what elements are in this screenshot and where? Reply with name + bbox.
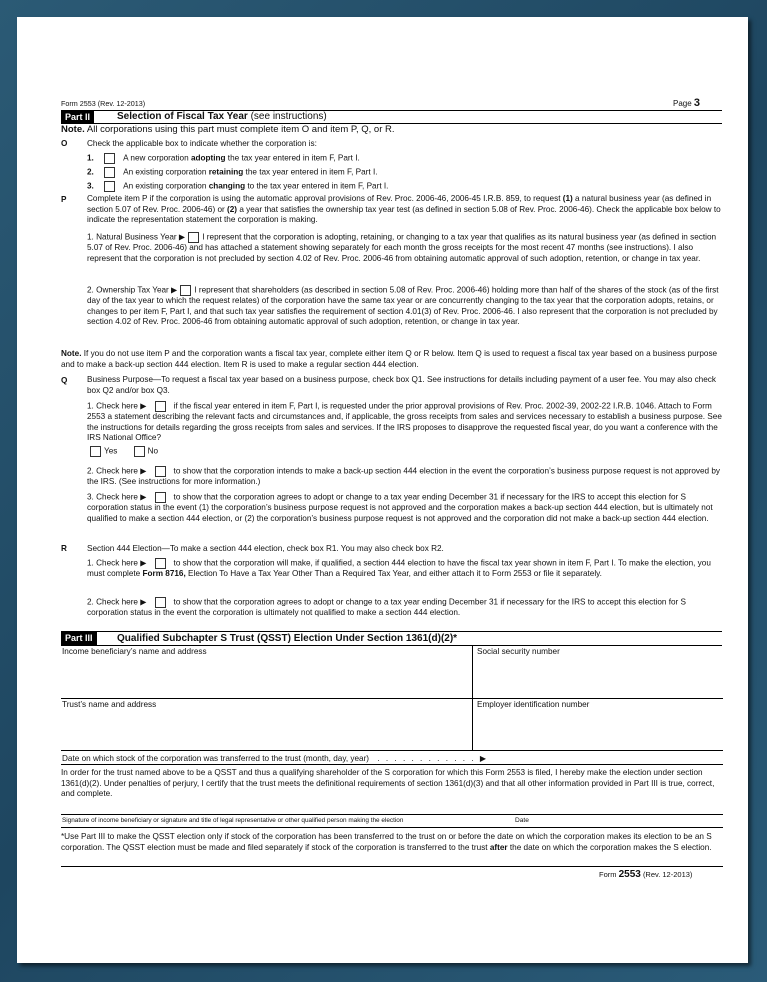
row-divider-3: [61, 764, 723, 765]
page-word: Page: [673, 99, 692, 108]
item-p1-checkbox[interactable]: [188, 232, 199, 243]
item-q-text: Business Purpose—To request a fiscal tax year based on a business purpose, check box Q1. See instructions for details including payment of a user fee. You may also check box Q2 and/or box Q3.: [87, 375, 716, 395]
page-number: 3: [693, 97, 701, 109]
item-r1-block: 1. Check here ▶ to show that the corporation will make, if qualified, a section 444 election to have the fiscal tax year shown in item F, Part I. To make the election, you must complete Form 8716, Election To Have a Tax Year Other Than a Required Tax Year, and either attach it to Form 2553 or file it separately.: [87, 558, 711, 579]
part2-tag: Part II: [61, 111, 94, 123]
item-q1-checkbox[interactable]: [155, 401, 166, 412]
item-q1-block: 1. Check here ▶ if the fiscal year entered in item F, Part I, is requested under the prior approval provisions of Rev. Proc. 2002-39, 2002-22 I.R.B. 1046. Attach to Form 2553 a statement describing the relevant facts and circumstances and, if applicable, the gross receipts from sales and services necessary to establish a business purpose. See the instructions for details regarding the gross receipts from sales and services. If the IRS proposes to disapprove the requested fiscal year, do you want a conference with the IRS National Office?: [87, 401, 722, 443]
form-label: Form 2553 (Rev. 12-2013): [61, 99, 146, 108]
item-p1-block: 1. Natural Business Year ▶ I represent that the corporation is adopting, retaining, or changing to a tax year that qualifies as its natural business year (as defined in section 5.07 of Rev. Proc. 2006-46) and has attached a statement showing separately for each month the gross receipts for the most recent 47 months (see instructions). I also represent that the corporation is not precluded by section 4.02 of Rev. Proc. 2006-46 from obtaining automatic approval of such adoption, retention, or change in tax year.: [87, 232, 717, 263]
no-checkbox[interactable]: [134, 446, 145, 457]
item-o-option-3[interactable]: 3. An existing corporation changing to the tax year entered in item F, Part I.: [87, 181, 389, 191]
income-beneficiary-label: Income beneficiary’s name and address: [62, 647, 207, 656]
yes-checkbox[interactable]: [90, 446, 101, 457]
item-o-option-2[interactable]: 2. An existing corporation retaining the tax year entered in item F, Part I.: [87, 167, 378, 177]
ein-label: Employer identification number: [477, 700, 590, 709]
page-indicator: [673, 97, 700, 109]
item-r2-block: 2. Check here ▶ to show that the corporation agrees to adopt or change to a tax year ending December 31 if necessary for the IRS to accept this election for S corporation status in the event the corporation is ultimately not qualified to make a section 444 election.: [87, 597, 687, 618]
qsst-footnote: *Use Part III to make the QSST election only if stock of the corporation has been transferred to the trust on or before the date on which the corporation makes its election to be an S corporation. The QSST election must be made and filed separately if stock of the corporation is transferred to the trust after the date on which the corporation makes the S election.: [61, 832, 712, 852]
item-o-option-1[interactable]: 1. A new corporation adopting the tax year entered in item F, Part I.: [87, 153, 360, 163]
date-label: Date: [515, 817, 529, 824]
item-q3-block: 3. Check here ▶ to show that the corporation agrees to adopt or change to a tax year ending December 31 if necessary for the IRS to accept this election for S corporation status in the event (1) the corporation’s business purpose request is not approved and the corporation makes a back-up section 444 election, but is ultimately not qualified to make a section 444 election, or (2) the corporation’s business purpose request is not approved and the corporation did not make a back-up section 444 election.: [87, 492, 713, 523]
conference-choice: [87, 446, 158, 457]
part3-title: Qualified Subchapter S Trust (QSST) Election Under Section 1361(d)(2)*: [117, 633, 458, 644]
item-r-letter: R: [61, 544, 67, 553]
item-r-text: Section 444 Election—To make a section 444 election, check box R1. You may also check box R2.: [87, 544, 444, 553]
item-p-text: Complete item P if the corporation is using the automatic approval provisions of Rev. Proc. 2006-46, 2006-45 I.R.B. 859, to request (1) a natural business year (as defined in section 5.07 of Rev. Proc. 2006-46) or (2) a year that satisfies the ownership tax year test (as defined in section 5.08 of Rev. Proc. 2006-46). Check the applicable box below to indicate the representation statement the corporation is making.: [87, 194, 721, 225]
signature-line[interactable]: [61, 814, 723, 815]
item-o1-checkbox[interactable]: [104, 153, 115, 164]
part3-tag: Part III: [61, 632, 97, 645]
yes-label: Yes: [104, 446, 118, 456]
trust-name-label: Trust’s name and address: [62, 700, 157, 709]
item-p-letter: P: [61, 195, 67, 204]
item-p2-checkbox[interactable]: [180, 285, 191, 296]
fiscal-note: Note. If you do not use item P and the corporation wants a fiscal tax year, complete either item Q or R below. Item Q is used to request a fiscal tax year based on a business purpose and to make a back-up section 444 election. Item R is used to make a regular section 444 election.: [61, 349, 718, 369]
footer-form-label: Form 2553 (Rev. 12-2013): [599, 869, 693, 880]
item-o-text: Check the applicable box to indicate whether the corporation is:: [87, 139, 317, 148]
row-divider-2: [61, 750, 723, 751]
no-label: No: [147, 446, 159, 456]
signature-label: Signature of income beneficiary or signature and title of legal representative or other qualified person making the election: [62, 817, 404, 824]
item-q2-checkbox[interactable]: [155, 466, 166, 477]
ssn-label: Social security number: [477, 647, 560, 656]
part2-note: Note. All corporations using this part must complete item O and item P, Q, or R.: [61, 124, 395, 135]
row-divider-1: [61, 698, 723, 699]
part2-title: Selection of Fiscal Tax Year (see instructions): [117, 111, 327, 122]
item-q2-block: 2. Check here ▶ to show that the corporation intends to make a back-up section 444 election in the event the corporation’s business purpose request is not approved by the IRS. (See instructions for more information.): [87, 466, 721, 487]
item-o2-checkbox[interactable]: [104, 167, 115, 178]
item-q-letter: Q: [61, 376, 68, 385]
item-r2-checkbox[interactable]: [155, 597, 166, 608]
item-p2-block: 2. Ownership Tax Year ▶ I represent that shareholders (as described in section 5.08 of Rev. Proc. 2006-46) holding more than half of the shares of the stock (as of the first day of the tax year to which the request relates) of the corporation have the same tax year or are concurrently changing to the tax year that the corporation adopts, retains, or changes to per item F, Part I, and that such tax year satisfies the requirement of section 4.01(3) of Rev. Proc. 2006-46. I also represent that the corporation is not precluded by section 4.02 of Rev. Proc. 2006-46 from obtaining automatic approval of such adoption, retention, or change in tax year.: [87, 285, 719, 327]
part2-header: [61, 110, 722, 124]
date-transferred-row[interactable]: Date on which stock of the corporation was transferred to the trust (month, day, year) . . . . . . . . . . . . ▶: [62, 754, 489, 763]
part3-header: [61, 631, 722, 646]
item-q3-checkbox[interactable]: [155, 492, 166, 503]
qsst-statement: In order for the trust named above to be a QSST and thus a qualifying shareholder of the S corporation for which this Form 2553 is filed, I hereby make the election under section 1361(d)(2). Under penalties of perjury, I certify that the trust meets the definitional requirements of section 1361(d)(3) and that all other information provided in Part III is true, correct, and complete.: [61, 768, 715, 799]
row-divider-4: [61, 827, 723, 828]
form-page: [17, 17, 748, 963]
footer-divider: [61, 866, 723, 867]
item-o-letter: O: [61, 139, 68, 148]
item-o3-checkbox[interactable]: [104, 181, 115, 192]
item-r1-checkbox[interactable]: [155, 558, 166, 569]
